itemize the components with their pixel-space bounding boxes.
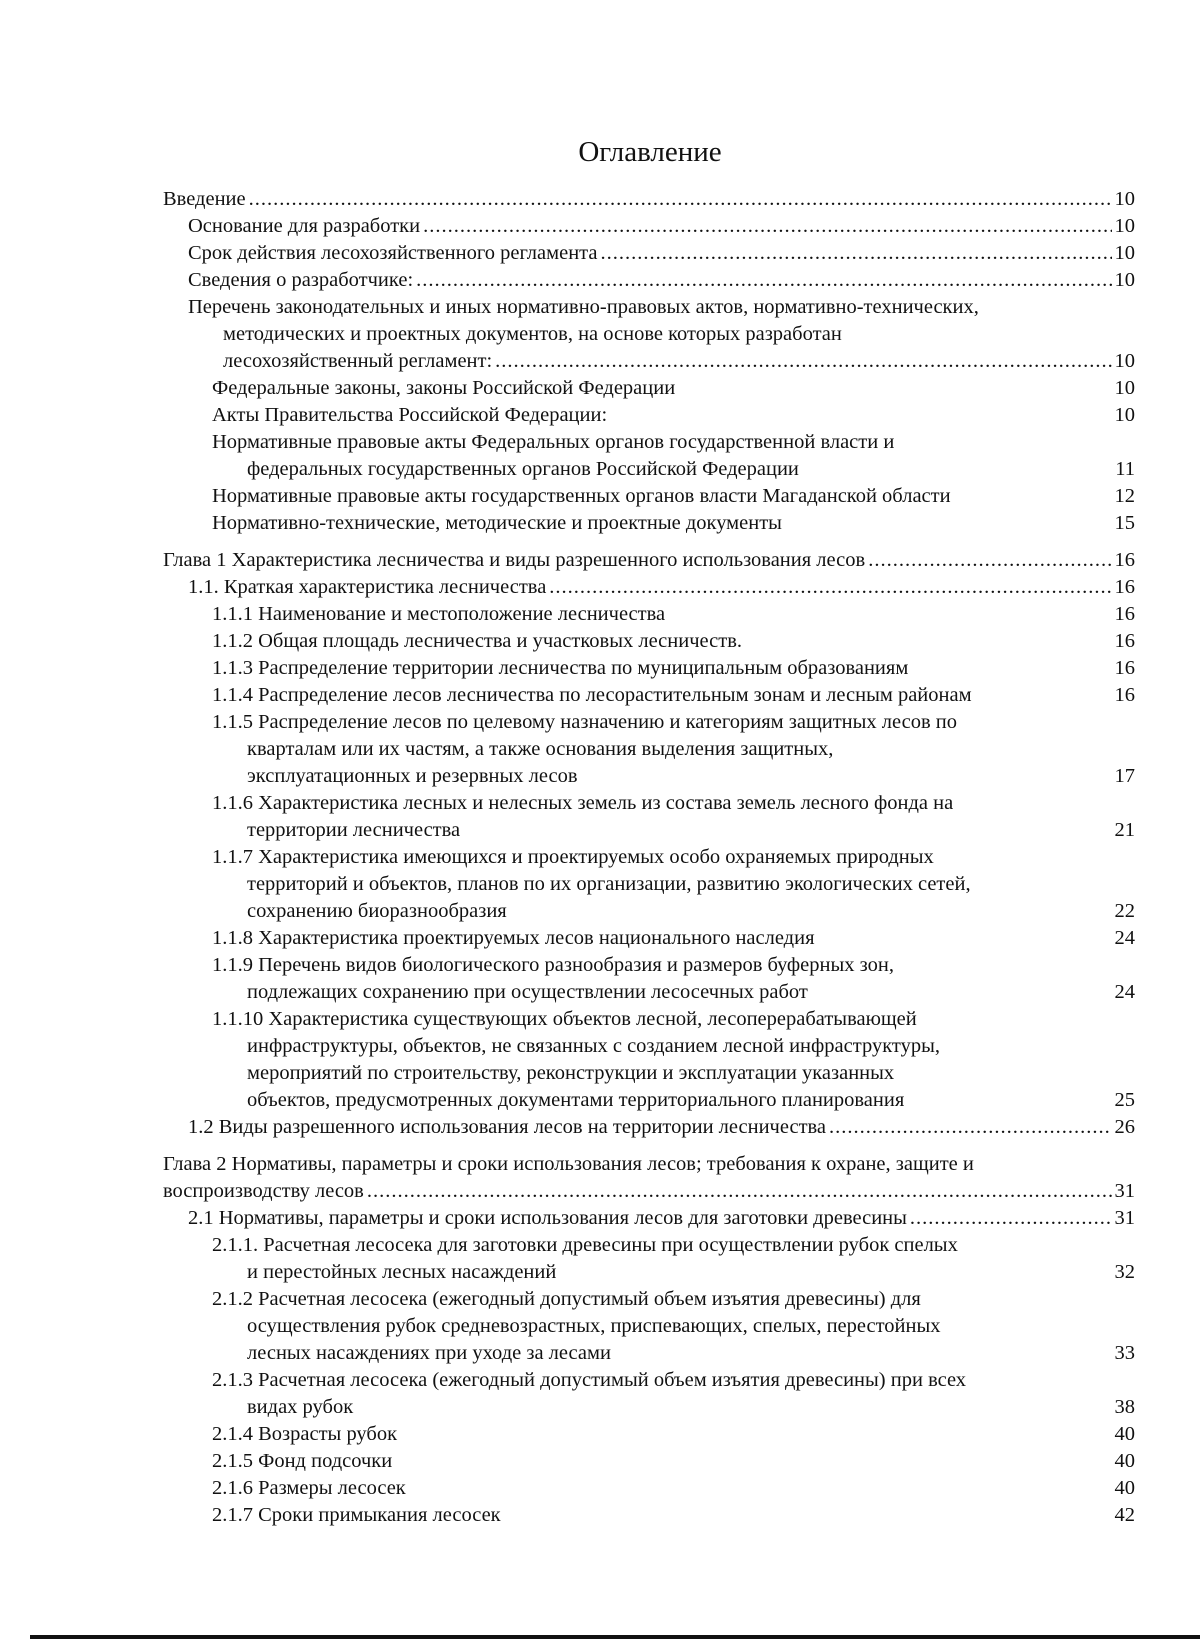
toc-entry-page-number: 24 <box>1114 927 1135 949</box>
toc-entry-page-number: 26 <box>1114 1116 1135 1138</box>
toc-entry[interactable] <box>163 1475 1135 1502</box>
toc-entry-page-number: 38 <box>1114 1396 1135 1418</box>
toc-entry-title: кварталам или их частям, а также основания выделения защитных, <box>247 738 834 760</box>
toc-entry[interactable] <box>163 1151 1135 1205</box>
toc-entry-title: Нормативные правовые акты государственных органов власти Магаданской области <box>212 485 951 507</box>
toc-entry[interactable] <box>163 1114 1135 1141</box>
toc-entry-title: осуществления рубок средневозрастных, приспевающих, спелых, перестойных <box>247 1315 941 1337</box>
toc-entry-title: Введение <box>163 188 246 210</box>
toc-entry-page-number: 11 <box>1115 458 1135 480</box>
dot-leader <box>829 1114 1111 1141</box>
toc-entry-page-number: 17 <box>1114 765 1135 787</box>
toc-entry[interactable] <box>163 1448 1135 1475</box>
toc-entry[interactable] <box>163 267 1135 294</box>
toc-entry-title: и перестойных лесных насаждений <box>247 1261 557 1283</box>
toc-entry-title: Федеральные законы, законы Российской Федерации <box>212 377 676 399</box>
toc-entry-title: Нормативно-технические, методические и проектные документы <box>212 512 782 534</box>
toc-entry[interactable] <box>163 952 1135 1006</box>
toc-entry[interactable] <box>163 925 1135 952</box>
toc-entry-title: 2.1.6 Размеры лесосек <box>212 1477 406 1499</box>
toc-entry-title: Глава 2 Нормативы, параметры и сроки использования лесов; требования к охране, защите и <box>163 1153 974 1175</box>
toc-entry-title: Перечень законодательных и иных нормативно-правовых актов, нормативно-технических, <box>188 296 979 318</box>
toc-entry-page-number: 31 <box>1114 1207 1135 1229</box>
toc-entry-page-number: 32 <box>1114 1261 1135 1283</box>
toc-entry[interactable] <box>163 1006 1135 1114</box>
toc-entry-title: территории лесничества <box>247 819 461 841</box>
toc-entry[interactable] <box>163 186 1135 213</box>
toc-entry-title: 2.1.1. Расчетная лесосека для заготовки древесины при осуществлении рубок спелых <box>212 1234 958 1256</box>
toc-entry-title: Сведения о разработчике: <box>188 269 414 291</box>
toc-entry-title: воспроизводству лесов <box>163 1180 364 1202</box>
toc-entry[interactable] <box>163 294 1135 375</box>
page-bottom-rule <box>30 1635 1200 1639</box>
toc-entry[interactable] <box>163 709 1135 790</box>
toc-entry[interactable] <box>163 628 1135 655</box>
toc-entry[interactable] <box>163 1502 1135 1529</box>
toc-entry-page-number: 40 <box>1114 1477 1135 1499</box>
toc-entry[interactable] <box>163 601 1135 628</box>
toc-entry-title: 2.1.5 Фонд подсочки <box>212 1450 393 1472</box>
toc-entry-title: сохранению биоразнообразия <box>247 900 507 922</box>
toc-entry-page-number: 12 <box>1114 485 1135 507</box>
toc-entry[interactable] <box>163 510 1135 537</box>
toc-entry[interactable] <box>163 844 1135 925</box>
toc-entry-title: Акты Правительства Российской Федерации: <box>212 404 608 426</box>
toc-entry-page-number: 31 <box>1114 1180 1135 1202</box>
toc-entry-title: видах рубок <box>247 1396 354 1418</box>
toc-entry-page-number: 16 <box>1114 549 1135 571</box>
table-of-contents <box>163 186 1135 1529</box>
toc-entry-page-number: 16 <box>1114 576 1135 598</box>
toc-entry-title: Глава 1 Характеристика лесничества и виды разрешенного использования лесов <box>163 549 866 571</box>
toc-entry-page-number: 16 <box>1114 684 1135 706</box>
toc-entry[interactable] <box>163 429 1135 483</box>
dot-leader <box>423 213 1111 240</box>
toc-entry-title: 1.1.10 Характеристика существующих объектов лесной, лесоперерабатывающей <box>212 1008 917 1030</box>
toc-entry-page-number: 33 <box>1114 1342 1135 1364</box>
toc-entry[interactable] <box>163 655 1135 682</box>
toc-entry-page-number: 10 <box>1114 242 1135 264</box>
toc-entry-title: Основание для разработки <box>188 215 421 237</box>
toc-entry-title: 1.1.6 Характеристика лесных и нелесных земель из состава земель лесного фонда на <box>212 792 954 814</box>
toc-entry-page-number: 25 <box>1114 1089 1135 1111</box>
toc-entry-title: 1.1.9 Перечень видов биологического разнообразия и размеров буферных зон, <box>212 954 894 976</box>
dot-leader <box>601 240 1112 267</box>
toc-entry[interactable] <box>163 240 1135 267</box>
toc-entry-title: 1.1. Краткая характеристика лесничества <box>188 576 547 598</box>
dot-leader <box>910 1205 1112 1232</box>
toc-entry[interactable] <box>163 402 1135 429</box>
toc-entry-title: 1.1.1 Наименование и местоположение лесничества <box>212 603 666 625</box>
toc-entry-title: 1.1.4 Распределение лесов лесничества по лесорастительным зонам и лесным районам <box>212 684 972 706</box>
toc-entry-title: 1.1.2 Общая площадь лесничества и участковых лесничеств. <box>212 630 742 652</box>
toc-entry-page-number: 42 <box>1114 1504 1135 1526</box>
toc-entry[interactable] <box>163 1286 1135 1367</box>
toc-entry[interactable] <box>163 547 1135 574</box>
toc-entry-title: 2.1.2 Расчетная лесосека (ежегодный допустимый объем изъятия древесины) для <box>212 1288 921 1310</box>
toc-entry-page-number: 16 <box>1114 603 1135 625</box>
toc-entry-page-number: 10 <box>1114 215 1135 237</box>
toc-entry-title: 2.1.7 Сроки примыкания лесосек <box>212 1504 501 1526</box>
toc-entry-title: лесных насаждениях при уходе за лесами <box>247 1342 611 1364</box>
toc-entry-page-number: 10 <box>1114 404 1135 426</box>
toc-entry-page-number: 24 <box>1114 981 1135 1003</box>
toc-entry-title: подлежащих сохранению при осуществлении лесосечных работ <box>247 981 808 1003</box>
toc-entry-title: Срок действия лесохозяйственного регламента <box>188 242 598 264</box>
toc-entry-title: 1.1.3 Распределение территории лесничества по муниципальным образованиям <box>212 657 909 679</box>
page-title: Оглавление <box>578 136 722 168</box>
toc-entry-title: 2.1.3 Расчетная лесосека (ежегодный допустимый объем изъятия древесины) при всех <box>212 1369 967 1391</box>
toc-entry[interactable] <box>163 574 1135 601</box>
toc-entry-page-number: 10 <box>1114 350 1135 372</box>
toc-entry[interactable] <box>163 790 1135 844</box>
toc-entry-page-number: 16 <box>1114 657 1135 679</box>
dot-leader <box>249 186 1112 213</box>
toc-entry-title: 2.1.4 Возрасты рубок <box>212 1423 398 1445</box>
toc-entry-title: 1.1.5 Распределение лесов по целевому назначению и категориям защитных лесов по <box>212 711 957 733</box>
toc-entry[interactable] <box>163 213 1135 240</box>
toc-entry-page-number: 40 <box>1114 1423 1135 1445</box>
toc-entry[interactable] <box>163 1232 1135 1286</box>
dot-leader <box>495 348 1111 375</box>
toc-entry-title: мероприятий по строительству, реконструкции и эксплуатации указанных <box>247 1062 895 1084</box>
toc-entry-page-number: 40 <box>1114 1450 1135 1472</box>
toc-entry[interactable] <box>163 483 1135 510</box>
toc-entry-page-number: 16 <box>1114 630 1135 652</box>
toc-entry-title: 1.1.8 Характеристика проектируемых лесов национального наследия <box>212 927 815 949</box>
dot-leader <box>549 574 1111 601</box>
dot-leader <box>868 547 1111 574</box>
toc-entry-title: 1.2 Виды разрешенного использования лесов на территории лесничества <box>188 1116 827 1138</box>
dot-leader <box>416 267 1111 294</box>
toc-entry[interactable] <box>163 375 1135 402</box>
toc-entry-page-number: 10 <box>1114 188 1135 210</box>
toc-entry-page-number: 10 <box>1114 377 1135 399</box>
toc-entry[interactable] <box>163 1421 1135 1448</box>
toc-entry[interactable] <box>163 1205 1135 1232</box>
toc-entry-title: 1.1.7 Характеристика имеющихся и проектируемых особо охраняемых природных <box>212 846 934 868</box>
toc-entry[interactable] <box>163 682 1135 709</box>
toc-entry-title: эксплуатационных и резервных лесов <box>247 765 578 787</box>
toc-entry-title: Нормативные правовые акты Федеральных органов государственной власти и <box>212 431 895 453</box>
toc-entry-page-number: 22 <box>1114 900 1135 922</box>
toc-entry-title: методических и проектных документов, на основе которых разработан <box>223 323 842 345</box>
toc-entry-title: территорий и объектов, планов по их организации, развитию экологических сетей, <box>247 873 971 895</box>
toc-entry-title: объектов, предусмотренных документами территориального планирования <box>247 1089 905 1111</box>
toc-entry-page-number: 15 <box>1114 512 1135 534</box>
toc-entry-title: 2.1 Нормативы, параметры и сроки использования лесов для заготовки древесины <box>188 1207 907 1229</box>
toc-entry-title: лесохозяйственный регламент: <box>223 350 493 372</box>
toc-entry[interactable] <box>163 1367 1135 1421</box>
dot-leader <box>367 1178 1112 1205</box>
toc-entry-page-number: 10 <box>1114 269 1135 291</box>
toc-entry-title: федеральных государственных органов Российской Федерации <box>247 458 799 480</box>
toc-entry-page-number: 21 <box>1114 819 1135 841</box>
toc-entry-title: инфраструктуры, объектов, не связанных с созданием лесной инфраструктуры, <box>247 1035 940 1057</box>
